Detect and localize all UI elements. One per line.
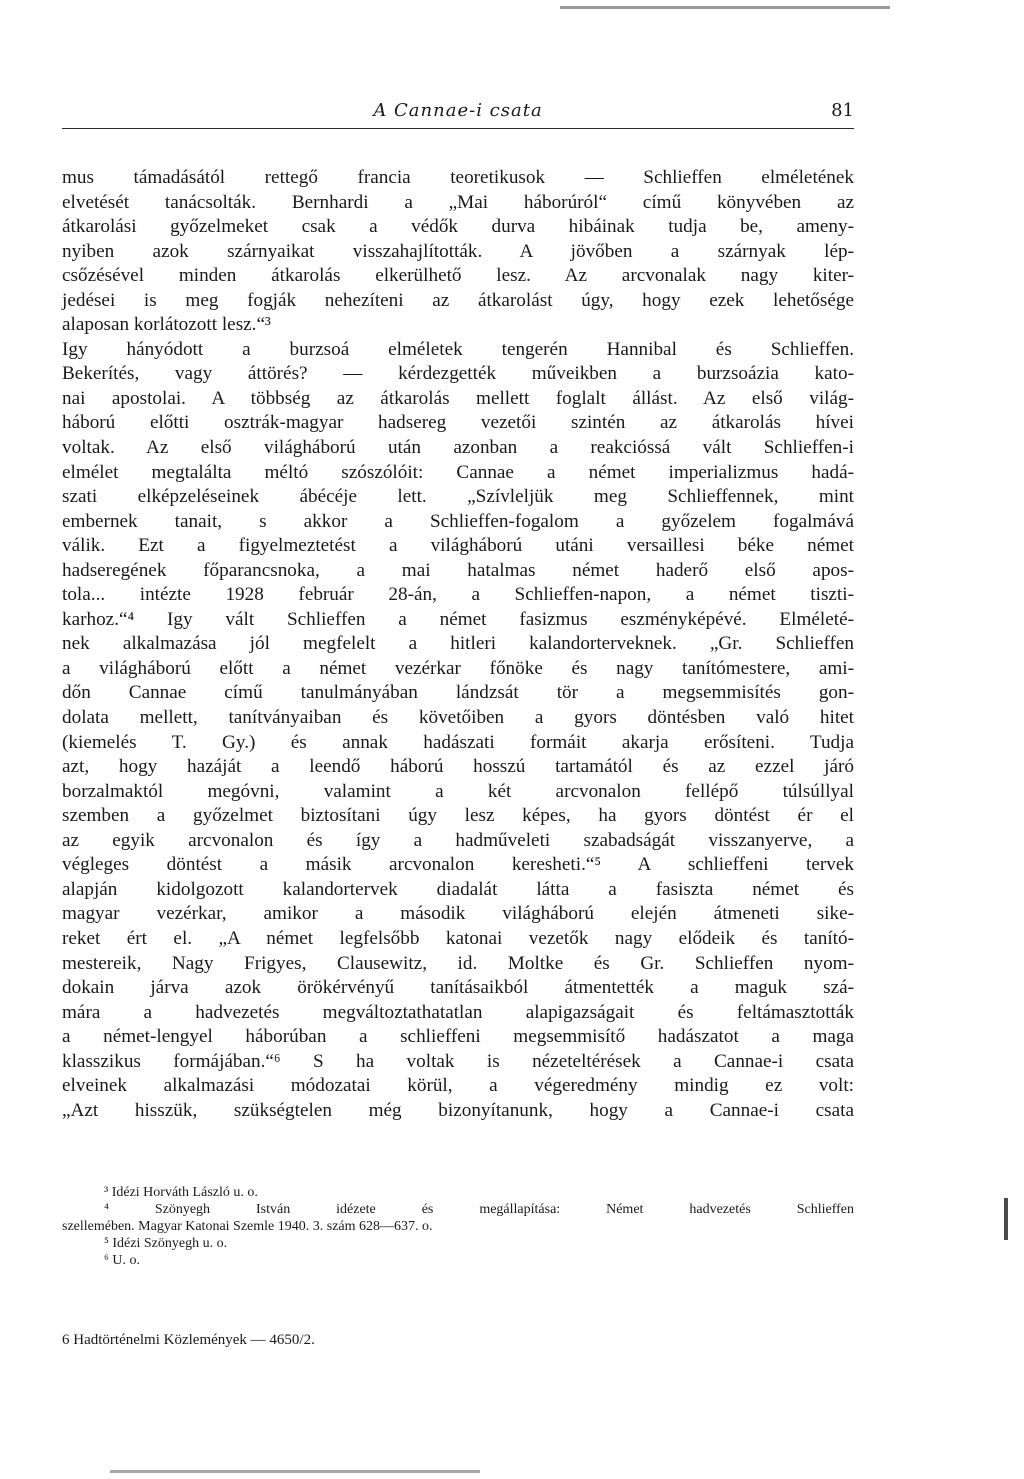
body-line: elveinek alkalmazási módozatai körül, a végeredmény mindig ez volt: [62,1075,854,1097]
body-line: dokain járva azok örökérvényű tanításaikból átmentették a maguk szá- [62,977,854,999]
body-line: borzalmaktól megóvni, valamint a két arcvonalon fellépő túlsúllyal [62,780,854,802]
body-line: voltak. Az első világháború után azonban a reakcióssá vált Schlieffen-i [62,437,854,459]
footnotes [62,1184,854,1269]
body-line: alapján kidolgozott kalandortervek diadalát látta a fasiszta német és [62,878,854,900]
footnote: ³ Idézi Horváth László u. o. [104,1185,258,1200]
running-header [62,100,854,129]
body-line: „Azt hisszük, szükségtelen még bizonyítanunk, hogy a Cannae-i csata [62,1099,854,1121]
body-line: reket ért el. „A német legfelsőbb katonai vezetők nagy elődeik és tanító- [62,927,854,949]
body-line: átkarolási győzelmeket csak a védők durva hibáinak tudja be, ameny- [62,216,854,238]
body-line: (kiemelés T. Gy.) és annak hadászati formáit akarja erősíteni. Tudja [62,731,854,753]
document-page [62,0,854,1479]
body-line: végleges döntést a másik arcvonalon keresheti.“⁵ A schlieffeni tervek [62,854,854,876]
body-line: válik. Ezt a figyelmeztetést a világháború utáni versaillesi béke német [62,535,854,557]
body-line: Igy hányódott a burzsoá elméletek tengerén Hannibal és Schlieffen. [62,338,854,360]
body-line: háború előtti osztrák-magyar hadsereg vezetői szintén az átkarolás hívei [62,412,854,434]
footnote: ⁵ Idézi Szönyegh u. o. [104,1236,228,1251]
body-line: dőn Cannae című tanulmányában lándzsát tör a megsemmisítés gon- [62,682,854,704]
body-line: alaposan korlátozott lesz.“³ [62,314,271,336]
body-line: tola... intézte 1928 február 28-án, a Schlieffen-napon, a német tiszti- [62,584,854,606]
body-line: nek alkalmazása jól megfelelt a hitleri kalandorterveknek. „Gr. Schlieffen [62,633,854,655]
scan-artifact [1004,1198,1008,1240]
body-line: embernek tanait, s akkor a Schlieffen-fogalom a győzelem fogalmává [62,510,854,532]
body-line: karhoz.“⁴ Igy vált Schlieffen a német fasizmus eszményképévé. Elméleté- [62,608,854,630]
footnote-continuation: szellemében. Magyar Katonai Szemle 1940. 3. szám 628—637. o. [62,1219,433,1234]
printer-signature: 6 Hadtörténelmi Közlemények — 4650/2. [62,1332,315,1348]
body-line: azt, hogy hazáját a leendő háború hosszú tartamától és az ezzel járó [62,756,854,778]
body-line: hadseregének főparancsnoka, a mai hatalmas német haderő első apos- [62,559,854,581]
body-line: nyiben azok szárnyaikat visszahajlították. A jövőben a szárnyak lép- [62,240,854,262]
body-line: szati elképzeléseinek ábécéje lett. „Szívleljük meg Schlieffennek, mint [62,486,854,508]
running-title: A Cannae-i csata [373,100,543,121]
body-line: jedései is meg fogják nehezíteni az átkarolást úgy, hogy ezek lehetősége [62,289,854,311]
body-text [62,166,854,1123]
scan-artifact [110,1470,480,1473]
body-line: a világháború előtt a német vezérkar főnöke és nagy tanítómestere, ami- [62,657,854,679]
body-line: a német-lengyel háborúban a schlieffeni megsemmisítő hadászatot a maga [62,1026,854,1048]
body-line: Bekerítés, vagy áttörés? — kérdezgették műveikben a burzsoázia kato- [62,363,854,385]
body-line: mus támadásától rettegő francia teoretikusok — Schlieffen elméletének [62,167,854,188]
body-line: szemben a győzelmet biztosítani úgy lesz képes, ha gyors döntést ér el [62,805,854,827]
body-line: az egyik arcvonalon és így a hadműveleti szabadságát visszanyerve, a [62,829,854,851]
body-line: csőzésével minden átkarolás elkerülhető lesz. Az arcvonalak nagy kiter- [62,265,854,287]
scan-artifact [560,6,890,9]
footnote: ⁴ Szönyegh István idézete és megállapítása: Német hadvezetés Schlieffen [104,1202,854,1217]
body-line: klasszikus formájában.“⁶ S ha voltak is nézeteltérések a Cannae-i csata [62,1050,854,1072]
body-line: magyar vezérkar, amikor a második világháború elején átmeneti sike- [62,903,854,925]
footnote: ⁶ U. o. [104,1253,140,1268]
page-number: 81 [831,100,854,121]
body-line: dolata mellett, tanítványaiban és követőiben a gyors döntésben való hitet [62,707,854,729]
body-line: nai apostolai. A többség az átkarolás mellett foglalt állást. Az első világ- [62,387,854,409]
body-line: elvetését tanácsolták. Bernhardi a „Mai háborúról“ című könyvében az [62,191,854,213]
body-line: mára a hadvezetés megváltoztathatatlan alapigazságait és feltámasztották [62,1001,854,1023]
body-line: mestereik, Nagy Frigyes, Clausewitz, id. Moltke és Gr. Schlieffen nyom- [62,952,854,974]
body-line: elmélet megtalálta méltó szószólóit: Cannae a német imperializmus hadá- [62,461,854,483]
